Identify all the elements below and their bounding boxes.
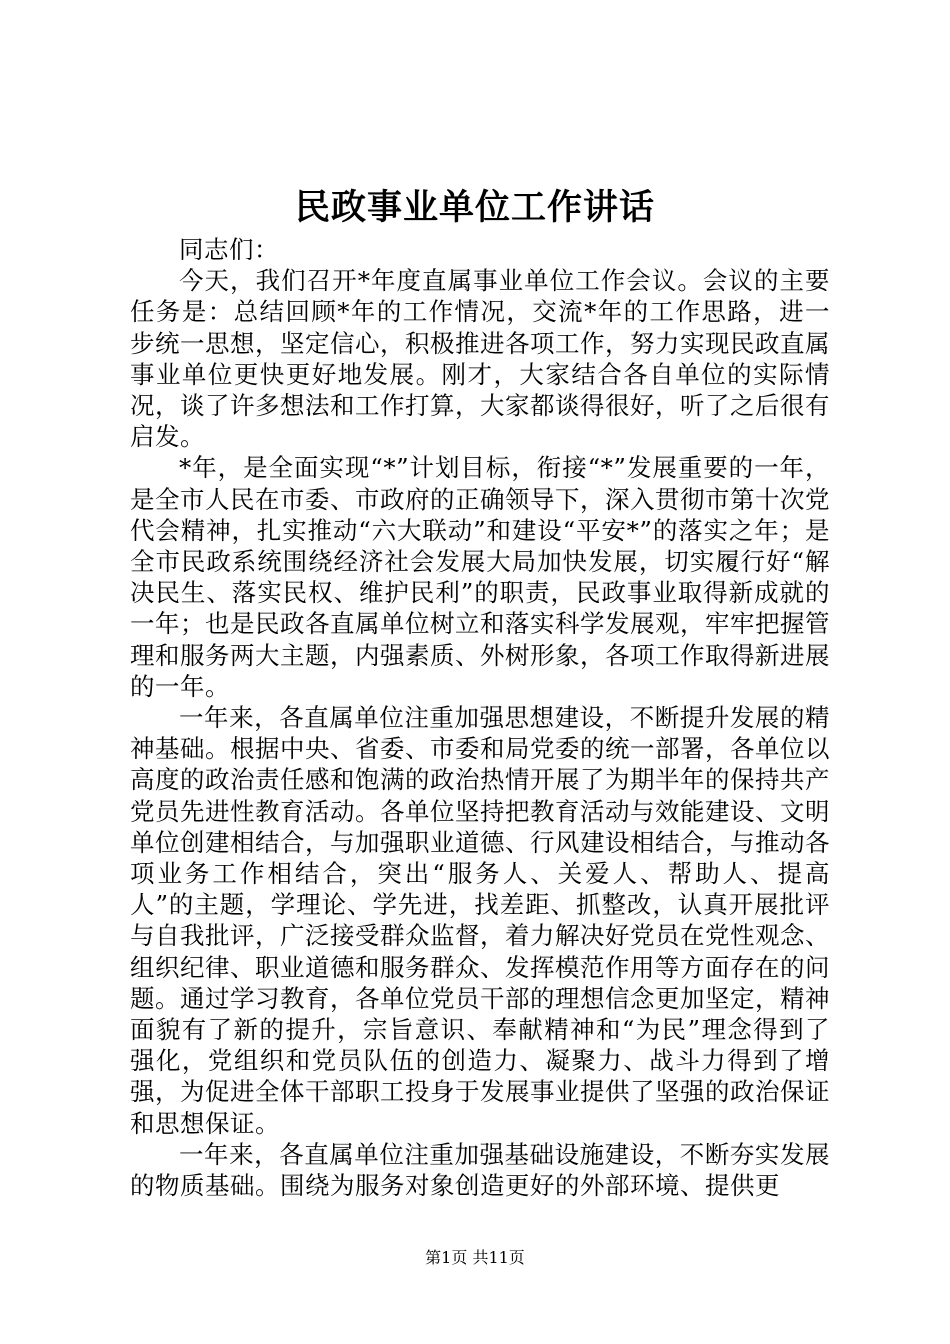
document-title: 民政事业单位工作讲话 xyxy=(294,187,655,228)
document-body xyxy=(130,234,830,1201)
page-footer: 第1页 共11页 xyxy=(425,1248,525,1267)
paragraph-4: 一年来，各直属单位注重加强基础设施建设，不断夯实发展的物质基础。围绕为服务对象创造更好的外部环境、提供更 xyxy=(130,1139,830,1201)
paragraph-3: 一年来，各直属单位注重加强思想建设，不断提升发展的精神基础。根据中央、省委、市委和局党委的统一部署，各单位以高度的政治责任感和饱满的政治热情开展了为期半年的保持共产党员先进性教育活动。各单位坚持把教育活动与效能建设、文明单位创建相结合，与加强职业道德、行风建设相结合，与推动各项业务工作相结合，突出“服务人、关爱人、帮助人、提高人”的主题，学理论、学先进，找差距、抓整改，认真开展批评与自我批评，广泛接受群众监督，着力解决好党员在党性观念、组织纪律、职业道德和服务群众、发挥模范作用等方面存在的问题。通过学习教育，各单位党员干部的理想信念更加坚定，精神面貌有了新的提升，宗旨意识、奉献精神和“为民”理念得到了强化，党组织和党员队伍的创造力、凝聚力、战斗力得到了增强，为促进全体干部职工投身于发展事业提供了坚强的政治保证和思想保证。 xyxy=(130,703,830,1138)
salutation: 同志们： xyxy=(179,235,279,264)
paragraph-1: 今天，我们召开*年度直属事业单位工作会议。会议的主要任务是：总结回顾*年的工作情况，交流*年的工作思路，进一步统一思想，坚定信心，积极推进各项工作，努力实现民政直属事业单位更快更好地发展。刚才，大家结合各自单位的实际情况，谈了许多想法和工作打算，大家都谈得很好，听了之后很有启发。 xyxy=(130,266,830,452)
paragraph-2: *年，是全面实现“*”计划目标，衔接“*”发展重要的一年，是全市人民在市委、市政府的正确领导下，深入贯彻市第十次党代会精神，扎实推动“六大联动”和建设“平安*”的落实之年；是全市民政系统围绕经济社会发展大局加快发展，切实履行好“解决民生、落实民权、维护民利”的职责，民政事业取得新成就的一年；也是民政各直属单位树立和落实科学发展观，牢牢把握管理和服务两大主题，内强素质、外树形象，各项工作取得新进展的一年。 xyxy=(130,453,830,701)
